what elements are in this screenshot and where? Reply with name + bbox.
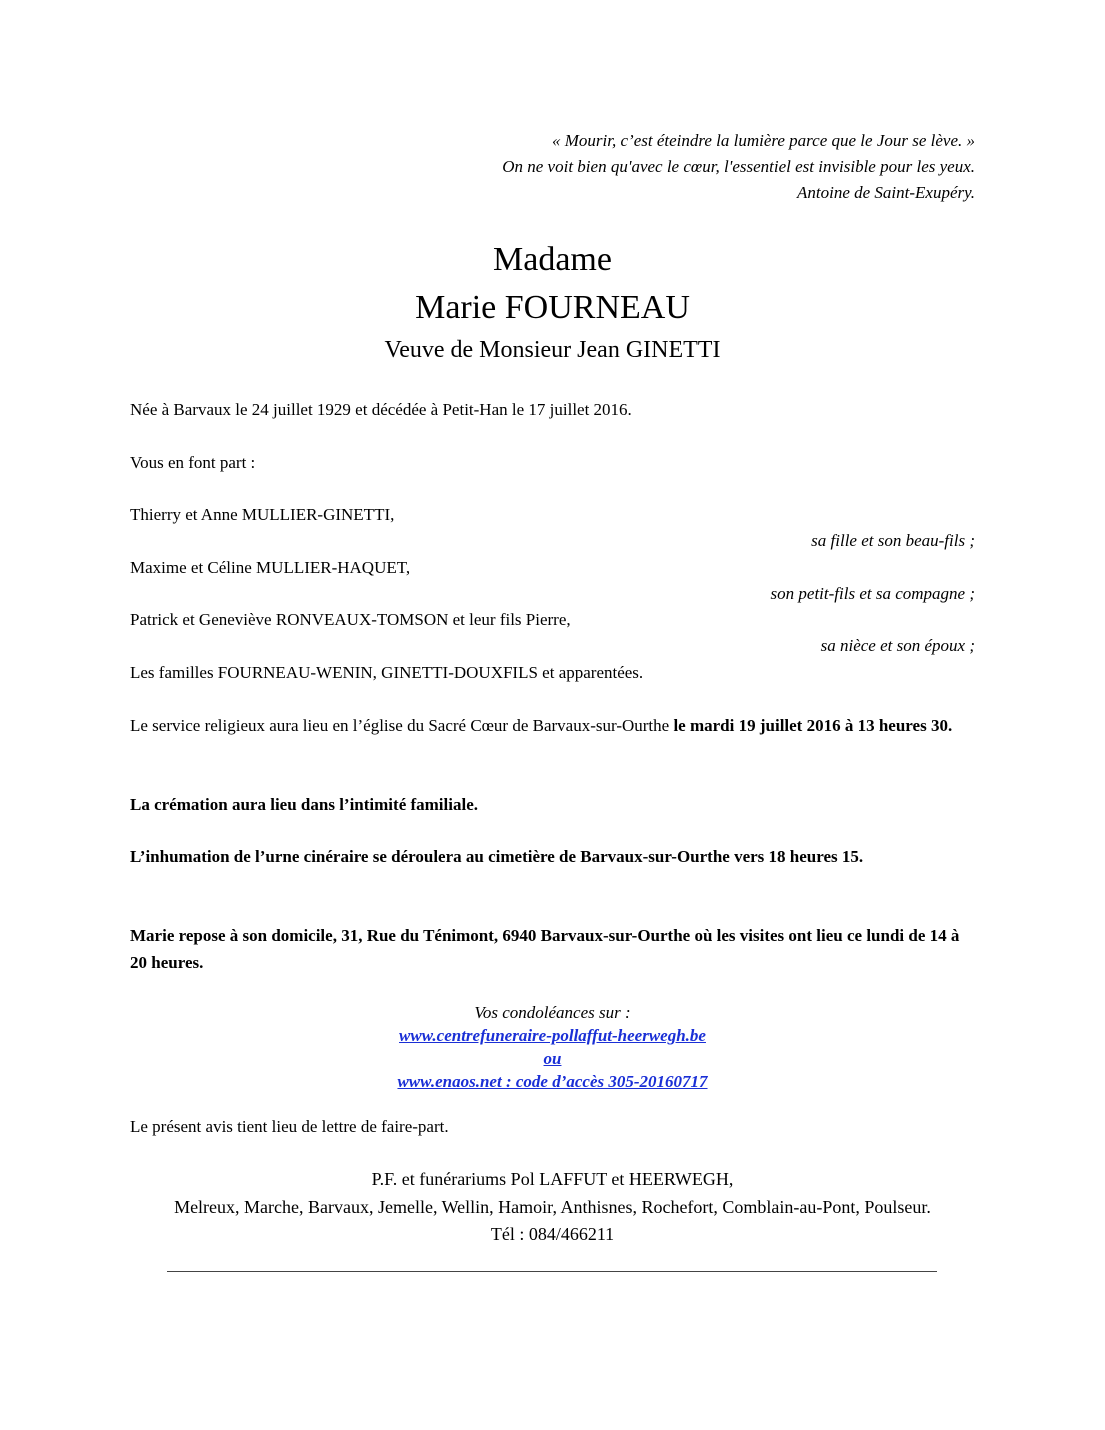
epigraph-line-2: On ne voit bien qu'avec le cœur, l'essentiel est invisible pour les yeux. [502,157,975,176]
condolences-link-enaos[interactable]: www.enaos.net : code d’accès 305-20160717 [397,1072,708,1091]
widow-of: Veuve de Monsieur Jean GINETTI [384,337,721,363]
funeral-home-name: P.F. et funérariums Pol LAFFUT et HEERWEGH, [371,1169,734,1189]
visits-info: Marie repose à son domicile, 31, Rue du Ténimont, 6940 Barvaux-sur-Ourthe où les visites ont lieu ce lundi de 14 à 20 heures. [130,926,960,972]
family-member-names: Patrick et Geneviève RONVEAUX-TOMSON et leur fils Pierre, [130,610,571,629]
epigraph-line-1: « Mourir, c’est éteindre la lumière parce que le Jour se lève. » [552,131,975,150]
birth-death-line: Née à Barvaux le 24 juillet 1929 et décédée à Petit-Han le 17 juillet 2016. [130,400,632,419]
service-text: Le service religieux aura lieu en l’église du Sacré Cœur de Barvaux-sur-Ourthe [130,716,674,735]
condolences-label: Vos condoléances sur : [474,1003,631,1022]
family-member-relation: son petit-fils et sa compagne ; [770,584,975,603]
cremation-info: La crémation aura lieu dans l’intimité familiale. [130,795,478,814]
epigraph [502,128,975,206]
announcers-intro: Vous en font part : [130,453,256,472]
condolences-link-funeral-home[interactable]: www.centrefuneraire-pollaffut-heerwegh.be [399,1026,706,1045]
condolences-or: ou [543,1049,562,1068]
notice-line: Le présent avis tient lieu de lettre de faire-part. [130,1117,449,1136]
deceased-name: Marie FOURNEAU [415,289,690,326]
inhumation-info: L’inhumation de l’urne cinéraire se déroulera au cimetière de Barvaux-sur-Ourthe vers 18 heures 15. [130,847,864,866]
condolences-block [130,1001,975,1093]
death-notice [130,0,975,1430]
epigraph-author: Antoine de Saint-Exupéry. [797,183,975,202]
family-member-relation: sa nièce et son époux ; [820,636,975,655]
honorific: Madame [493,241,612,278]
families-line: Les familles FOURNEAU-WENIN, GINETTI-DOUXFILS et apparentées. [130,663,644,682]
funeral-home-locations: Melreux, Marche, Barvaux, Jemelle, Wellin, Hamoir, Anthisnes, Rochefort, Comblain-au-Pont, Poulseur. [174,1197,931,1217]
service-when: le mardi 19 juillet 2016 à 13 heures 30. [673,716,953,735]
family-member-names: Thierry et Anne MULLIER-GINETTI, [130,505,395,524]
bottom-divider [167,1271,937,1272]
family-member-names: Maxime et Céline MULLIER-HAQUET, [130,558,411,577]
service-info [130,712,975,739]
funeral-home-phone: Tél : 084/466211 [490,1224,615,1244]
family-member-relation: sa fille et son beau-fils ; [811,531,975,550]
